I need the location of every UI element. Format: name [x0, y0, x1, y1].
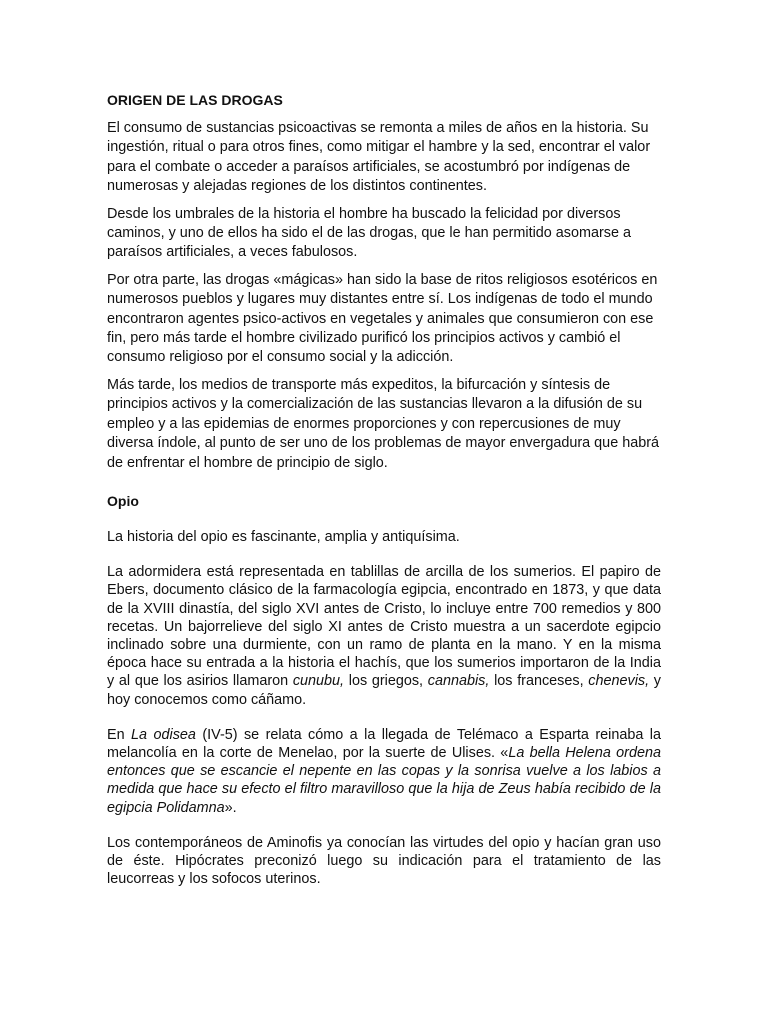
intro-paragraph-1: El consumo de sustancias psicoactivas se remonta a miles de años en la historia. Su ingestión, ritual o para otros fines, como mitigar el hambre y la sed, encontrar el valor para el combate o acceder a paraísos artificiales, se acostumbró por indígenas de numerosas y alejadas regiones de los distintos continentes. — [107, 120, 651, 195]
intro-paragraph-2: Desde los umbrales de la historia el hombre ha buscado la felicidad por diversos caminos, y uno de ellos ha sido el de las drogas, que le han permitido asomarse a paraísos artificiales, a veces fabulosos. — [107, 205, 631, 261]
opio-paragraph-4: Los contemporáneos de Aminofis ya conocían las virtudes del opio y hacían gran uso de éste. Hipócrates preconizó luego su indicación para el tratamiento de las leucorreas y los sofocos uterinos. — [107, 834, 661, 888]
opio-paragraph-2 — [107, 563, 661, 709]
opio-paragraph-1: La historia del opio es fascinante, amplia y antiquísima. — [107, 528, 460, 545]
intro-paragraph-3: Por otra parte, las drogas «mágicas» han sido la base de ritos religiosos esotéricos en numerosos pueblos y lugares muy distantes entre sí. Los indígenas de todo el mundo encontraron agentes psico-activos en vegetales y animales que consumieron con ese fin, pero más tarde el hombre civilizado purificó los principios activos y cambió el consumo religioso por el consumo social y la adicción. — [107, 271, 658, 366]
term-cannabis: cannabis, — [427, 673, 490, 690]
section-heading-opio: Opio — [107, 492, 139, 509]
term-chenevis: chenevis, — [588, 673, 650, 690]
opio-paragraph-2-text-1: La adormidera está representada en tablillas de arcilla de los sumerios. El papiro de Ebers, documento clásico de la farmacología egipcia, encontrado en 1873, y que data de la XVIII dinastía, del siglo XVI antes de Cristo, lo incluye entre 700 remedios y 800 recetas. Un bajorrelieve del siglo XI antes de Cristo muestra a un sacerdote egipcio inclinado sobre una durmiente, con un ramo de planta en la mano. Y en la misma época hace su entrada a la historia el hachís, que los sumerios importaron de la India y al que los asirios llamaron — [107, 564, 661, 690]
intro-paragraph-4: Más tarde, los medios de transporte más expeditos, la bifurcación y síntesis de principios activos y la comercialización de las sustancias llevaron a la difusión de su empleo y a las epidemias de enormes proporciones y con repercusiones de muy diversa índole, al punto de ser uno de los problemas de mayor envergadura que habrá de enfrentar el hombre de principio de siglo. — [107, 376, 659, 471]
term-cunubu: cunubu, — [292, 673, 345, 690]
opio-paragraph-2-text-2: los griegos, — [344, 673, 428, 690]
document-title: ORIGEN DE LAS DROGAS — [107, 92, 283, 108]
opio-paragraph-2-text-3: los franceses, — [489, 673, 589, 690]
opio-paragraph-3-text-2: (IV-5) se relata cómo a la llegada de Telémaco a Esparta reinaba la melancolía en la corte de Menelao, por la suerte de Ulises. « — [107, 726, 661, 761]
document-body — [107, 91, 661, 888]
odyssey-quote: La bella Helena ordena entonces que se escancie el nepente en las copas y la sonrisa vuelve a los labios a medida que hace su efecto el filtro maravilloso que la hija de Zeus había recibido de la egipcia Polidamna — [107, 744, 661, 816]
opio-paragraph-2-text-4: y hoy conocemos como cáñamo. — [107, 673, 661, 708]
opio-paragraph-3-text-3: ». — [224, 799, 237, 816]
opio-paragraph-3-text-1: En — [107, 726, 132, 743]
work-title-la-odisea: La odisea — [131, 726, 196, 743]
opio-paragraph-3 — [107, 726, 661, 817]
